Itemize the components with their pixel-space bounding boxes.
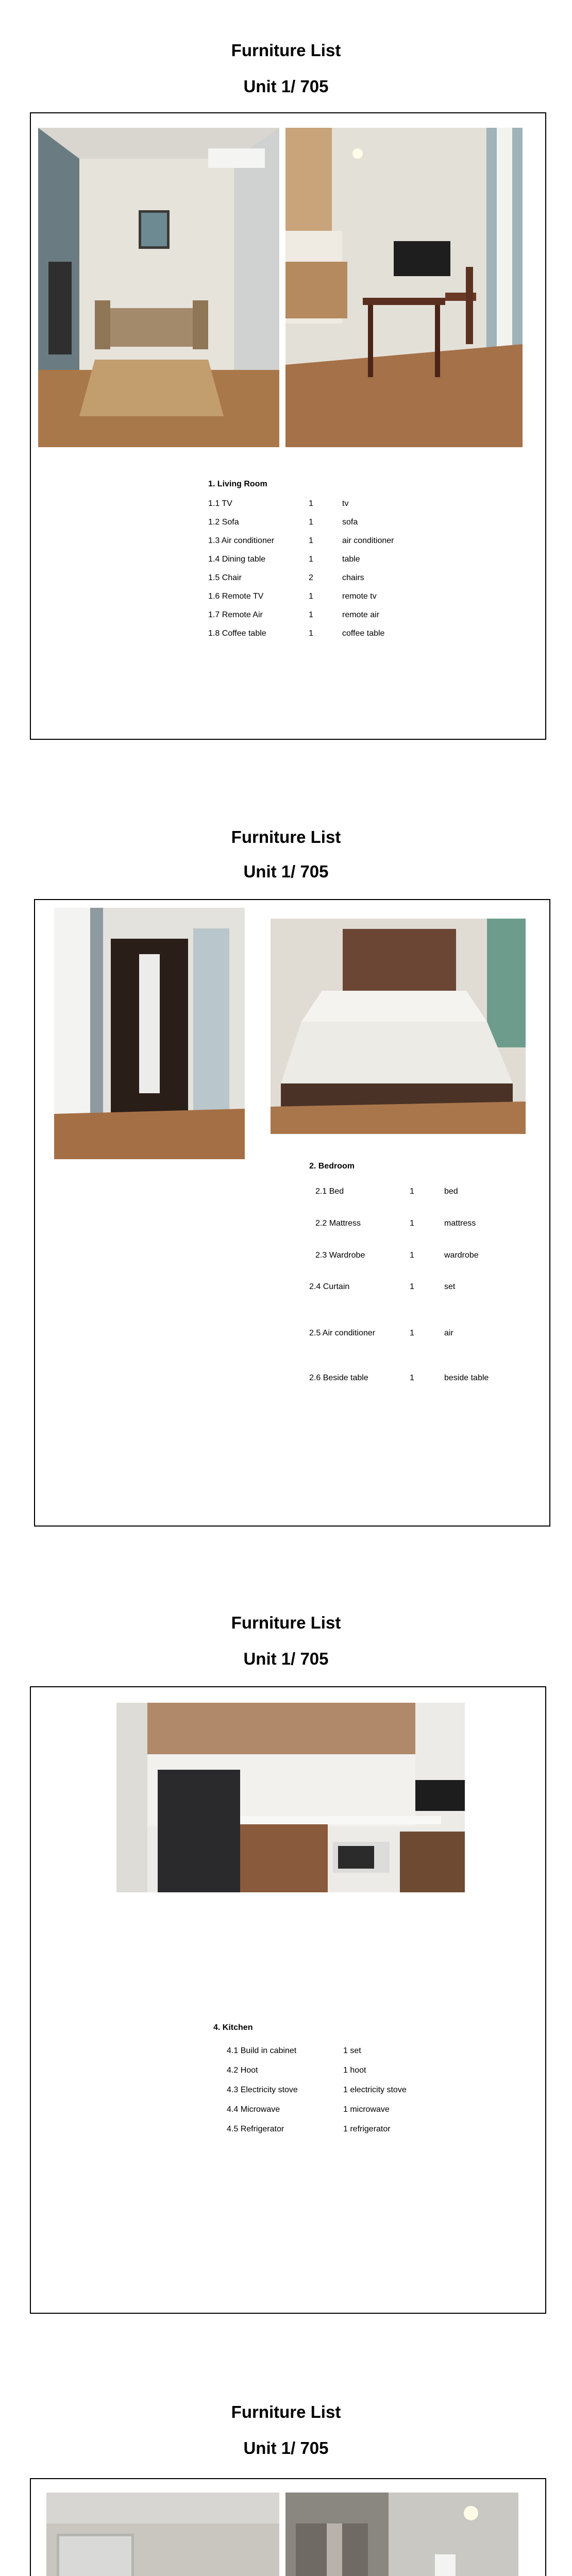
item-code: 1.8 Coffee table [208, 629, 266, 638]
table-row [208, 629, 466, 647]
item-code: 1.5 Chair [208, 573, 242, 582]
bathroom-sink-photo [46, 2493, 279, 2576]
item-list [309, 1161, 536, 1172]
bed-photo [271, 919, 526, 1134]
item-code: 4.4 Microwave [227, 2105, 280, 2114]
item-name: coffee table [342, 629, 385, 638]
item-qty: 1 [309, 592, 313, 601]
table-row [213, 2124, 471, 2144]
item-code: 1.1 TV [208, 499, 232, 508]
item-code: 1.3 Air conditioner [208, 536, 275, 545]
item-code: 2.1 Bed [315, 1187, 344, 1196]
heading: Furniture List [231, 2402, 341, 2421]
item-name: air conditioner [342, 536, 394, 545]
table-row [208, 610, 466, 629]
item-qty: 1 [309, 518, 313, 527]
item-name: wardrobe [444, 1251, 479, 1260]
item-name: table [342, 555, 360, 564]
item-name: remote tv [342, 592, 377, 601]
heading: Furniture List [231, 1613, 341, 1632]
item-qty: 1 set [343, 2046, 361, 2055]
item-name: chairs [342, 573, 364, 582]
table-row [213, 2085, 471, 2105]
table-row [213, 2046, 471, 2065]
table-row [213, 2065, 471, 2085]
table-row [208, 554, 466, 573]
section-title: 2. Bedroom [309, 1162, 355, 1171]
living-room-photo [38, 128, 279, 447]
item-qty: 1 microwave [343, 2105, 390, 2114]
unit-label: Unit 1/ 705 [243, 862, 329, 881]
item-qty: 1 electricity stove [343, 2086, 407, 2094]
item-qty: 1 [309, 555, 313, 564]
item-qty: 1 [410, 1187, 414, 1196]
item-qty: 1 [309, 611, 313, 619]
item-code: 2.5 Air conditioner [309, 1329, 376, 1337]
table-row [213, 2105, 471, 2124]
item-qty: 1 refrigerator [343, 2125, 391, 2133]
item-name: bed [444, 1187, 458, 1196]
table-row [208, 517, 466, 536]
item-qty: 1 [410, 1374, 414, 1382]
item-qty: 1 [410, 1219, 414, 1228]
item-code: 1.6 Remote TV [208, 592, 264, 601]
item-code: 4.2 Hoot [227, 2066, 258, 2075]
item-qty: 1 [309, 629, 313, 638]
item-code: 2.3 Wardrobe [315, 1251, 365, 1260]
item-list [208, 479, 466, 647]
section-title: 4. Kitchen [213, 2023, 253, 2032]
unit-label: Unit 1/ 705 [243, 2438, 329, 2458]
table-row [208, 499, 466, 517]
item-qty: 1 hoot [343, 2066, 366, 2075]
item-code: 2.4 Curtain [309, 1282, 350, 1291]
table-row [208, 536, 466, 554]
item-code: 4.5 Refrigerator [227, 2125, 284, 2133]
table-row [208, 573, 466, 591]
item-code: 2.6 Beside table [309, 1374, 368, 1382]
shower-photo [285, 2493, 518, 2576]
item-code: 2.2 Mattress [315, 1219, 361, 1228]
wardrobe-photo [54, 908, 245, 1159]
item-qty: 1 [410, 1329, 414, 1337]
item-qty: 1 [410, 1282, 414, 1291]
item-code: 1.4 Dining table [208, 555, 266, 564]
kitchen-photo [116, 1703, 465, 1892]
dining-kitchen-photo [285, 128, 523, 447]
item-qty: 1 [309, 536, 313, 545]
item-name: air [444, 1329, 453, 1337]
unit-label: Unit 1/ 705 [243, 77, 329, 96]
heading: Furniture List [231, 41, 341, 60]
item-code: 4.3 Electricity stove [227, 2086, 298, 2094]
item-name: beside table [444, 1374, 489, 1382]
item-code: 4.1 Build in cabinet [227, 2046, 297, 2055]
heading: Furniture List [231, 827, 341, 846]
item-list [213, 2023, 471, 2144]
section-title: 1. Living Room [208, 480, 267, 488]
item-name: remote air [342, 611, 380, 619]
item-name: sofa [342, 518, 358, 527]
item-qty: 1 [410, 1251, 414, 1260]
item-code: 1.7 Remote Air [208, 611, 263, 619]
item-qty: 1 [309, 499, 313, 508]
table-row [208, 591, 466, 610]
unit-label: Unit 1/ 705 [243, 1649, 329, 1668]
item-name: mattress [444, 1219, 476, 1228]
item-qty: 2 [309, 573, 313, 582]
item-code: 1.2 Sofa [208, 518, 239, 527]
item-name: set [444, 1282, 456, 1291]
item-name: tv [342, 499, 349, 508]
